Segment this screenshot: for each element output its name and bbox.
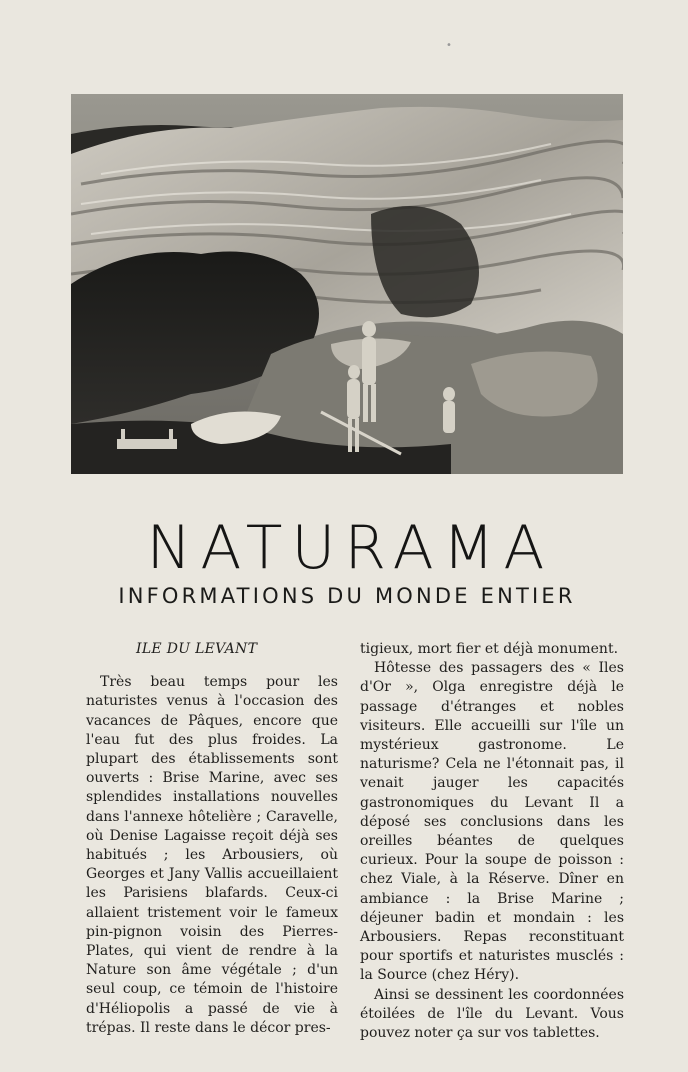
article-paragraph: Ainsi se dessinent les coordonnées étoilées de l'île du Levant. Vous pouvez noter ça sur vos tablettes.	[360, 986, 624, 1042]
magazine-title: NATURAMA	[146, 513, 554, 583]
corner-mark: •	[446, 40, 452, 51]
magazine-subtitle: INFORMATIONS DU MONDE ENTIER	[118, 584, 576, 608]
article-paragraph: Très beau temps pour les naturistes venus à l'occasion des vacances de Pâques, encore que l'eau fut des plus froides. La plupart des établissements sont ouverts : Brise Marine, avec ses splendides installations nouvelles dans l'annexe hôtelière ; Caravelle, où Denise Lagaisse reçoit déjà ses habitués ; les Arbousiers, où Georges et Jany Vallis accueillaient les Parisiens blafards. Ceux-ci allaient tristement voir le fameux pin-pignon voisin des Pierres-Plates, qui vient de rendre à la Nature son âme végétale ; d'un seul coup, ce témoin de l'histoire d'Héliopolis a passé de vie à trépas. Il reste dans le décor pres-	[86, 674, 338, 1036]
article-paragraph: tigieux, mort fier et déjà monument.	[360, 641, 619, 657]
article-heading: ILE DU LEVANT	[136, 641, 258, 657]
article-left-column	[86, 640, 338, 1038]
article-paragraph: Hôtesse des passagers des « Iles d'Or », Olga enregistre déjà le passage d'étranges et nobles visiteurs. Elle accueilli sur l'île un mystérieux gastronome. Le naturisme? Cela ne l'étonnait pas, il venait jauger les capacités gastronomiques du Levant Il a déposé ses conclusions dans les oreilles béantes de quelques curieux. Pour la soupe de poisson : chez Viale, à la Réserve. Dîner en ambiance : la Brise Marine ; déjeuner badin et mondain : les Arbousiers. Repas reconstituant pour sportifs et naturistes musclés : la Source (chez Héry).	[360, 660, 624, 984]
rocky-coast-photo	[71, 94, 623, 474]
photo-illustration	[71, 94, 623, 474]
masthead	[71, 513, 623, 608]
article-right-column	[360, 640, 624, 1043]
